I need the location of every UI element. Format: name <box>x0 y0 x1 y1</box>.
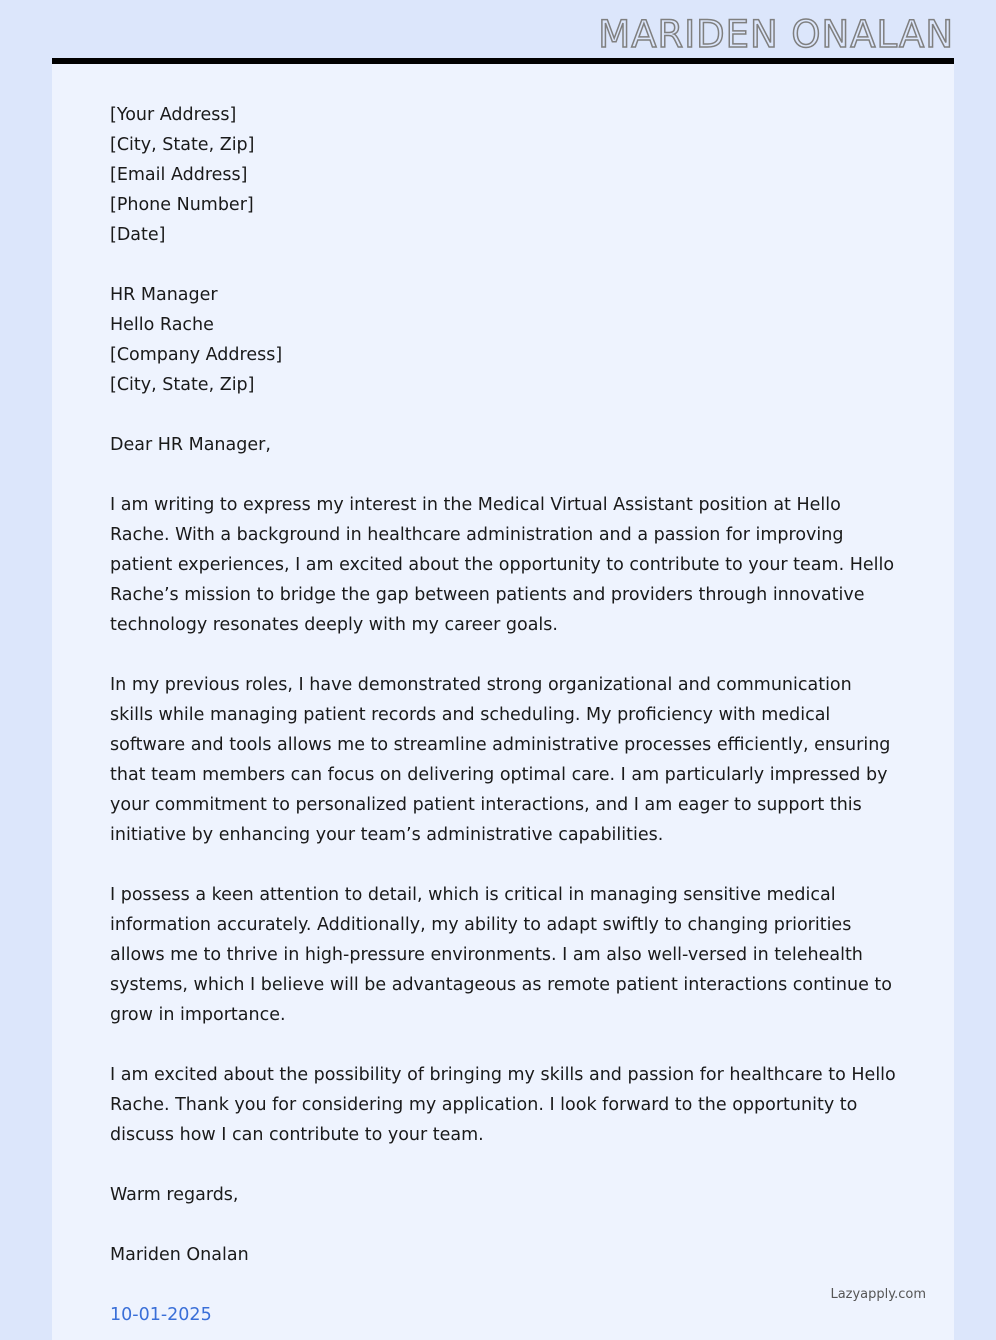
sender-phone: [Phone Number] <box>110 195 254 215</box>
signature-name: Mariden Onalan <box>110 1245 249 1265</box>
sender-email: [Email Address] <box>110 165 248 185</box>
body-paragraph-1: I am writing to express my interest in the Medical Virtual Assistant position at Hello Rache. With a background in healthcare administration and a passion for improving patient experiences, I am excited about the opportunity to contribute to your team. Hello Rache’s mission to bridge the gap between patients and providers through innovative technology resonates deeply with my career goals. <box>110 495 895 635</box>
sender-city-state-zip: [City, State, Zip] <box>110 135 255 155</box>
cover-letter-body <box>52 58 954 1340</box>
recipient-address-block <box>110 280 896 400</box>
letter-date: [Date] <box>110 225 166 245</box>
sender-address-block <box>110 100 896 250</box>
sender-address: [Your Address] <box>110 105 237 125</box>
page-title: MARIDEN ONALAN <box>598 12 954 56</box>
document-header <box>10 10 986 58</box>
closing: Warm regards, <box>110 1185 239 1205</box>
recipient-title: HR Manager <box>110 285 218 305</box>
recipient-company: Hello Rache <box>110 315 214 335</box>
watermark: Lazyapply.com <box>830 1287 926 1302</box>
date-stamp: 10-01-2025 <box>110 1305 212 1325</box>
body-paragraph-2: In my previous roles, I have demonstrated strong organizational and communication skills while managing patient records and scheduling. My proficiency with medical software and tools allows me to streamline administrative processes efficiently, ensuring that team members can focus on delivering optimal care. I am particularly impressed by your commitment to personalized patient interactions, and I am eager to support this initiative by enhancing your team’s administrative capabilities. <box>110 675 891 845</box>
recipient-city-state-zip: [City, State, Zip] <box>110 375 255 395</box>
salutation: Dear HR Manager, <box>110 435 271 455</box>
body-paragraph-3: I possess a keen attention to detail, which is critical in managing sensitive medical information accurately. Additionally, my ability to adapt swiftly to changing priorities allows me to thrive in high-pressure environments. I am also well-versed in telehealth systems, which I believe will be advantageous as remote patient interactions continue to grow in importance. <box>110 885 892 1025</box>
body-paragraph-4: I am excited about the possibility of bringing my skills and passion for healthcare to Hello Rache. Thank you for considering my application. I look forward to the opportunity to discuss how I can contribute to your team. <box>110 1065 896 1145</box>
recipient-address: [Company Address] <box>110 345 283 365</box>
